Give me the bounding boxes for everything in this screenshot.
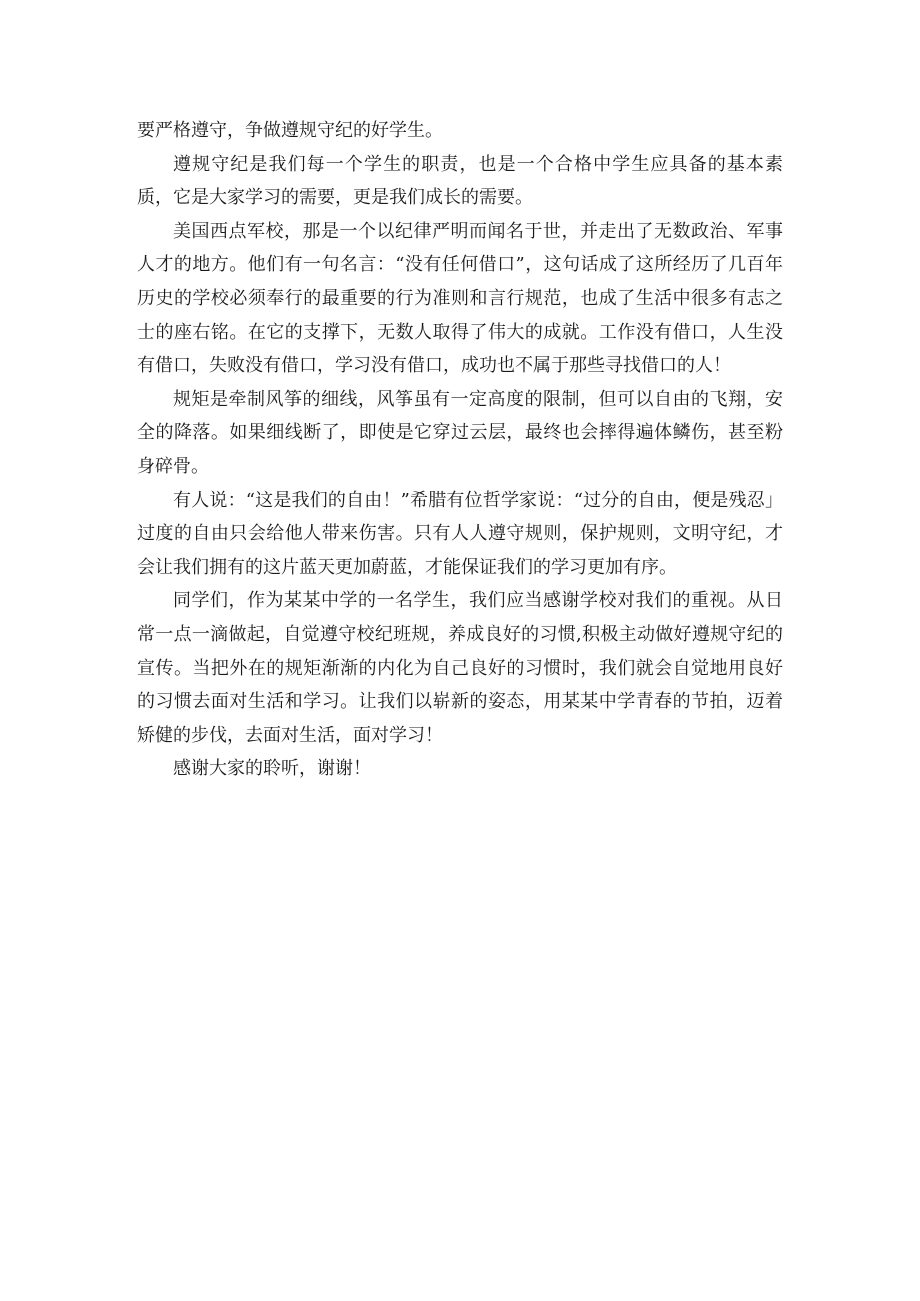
- paragraph-freedom: 有人说：“这是我们的自由！”希腊有位哲学家说：“过分的自由，便是残忍」过度的自由只会给他人带来伤害。只有人人遵守规则，保护规则，文明守纪，才会让我们拥有的这片蓝天更加蔚蓝，才能保证我们的学习更加有序。: [137, 489, 783, 578]
- paragraph-thanks: 感谢大家的聆听，谢谢！: [173, 758, 371, 780]
- paragraph-duty: 遵规守纪是我们每一个学生的职责，也是一个合格中学生应具备的基本素质，它是大家学习的需要，更是我们成长的需要。: [137, 153, 783, 209]
- paragraph-west-point: 美国西点军校，那是一个以纪律严明而闻名于世，并走出了无数政治、军事人才的地方。他们有一句名言：“没有任何借口”，这句话成了这所经历了几百年历史的学校必须奉行的最重要的行为准则和言行规范，也成了生活中很多有志之士的座右铭。在它的支撑下，无数人取得了伟大的成就。工作没有借口，人生没有借口，失败没有借口，学习没有借口，成功也不属于那些寻找借口的人！: [137, 220, 783, 377]
- document-body: [137, 114, 783, 786]
- paragraph-students: 同学们，作为某某中学的一名学生，我们应当感谢学校对我们的重视。从日常一点一滴做起，自觉遵守校纪班规，养成良好的习惯,积极主动做好遵规守纪的宣传。当把外在的规矩渐渐的内化为自己良好的习惯时，我们就会自觉地用良好的习惯去面对生活和学习。让我们以崭新的姿态，用某某中学青春的节拍，迈着矫健的步伐，去面对生活，面对学习！: [137, 590, 783, 746]
- paragraph-kite: 规矩是牵制风筝的细线，风筝虽有一定高度的限制，但可以自由的飞翔，安全的降落。如果细线断了，即使是它穿过云层，最终也会摔得遍体鳞伤，甚至粉身碎骨。: [137, 388, 783, 477]
- paragraph-continuation: 要严格遵守，争做遵规守纪的好学生。: [137, 120, 443, 141]
